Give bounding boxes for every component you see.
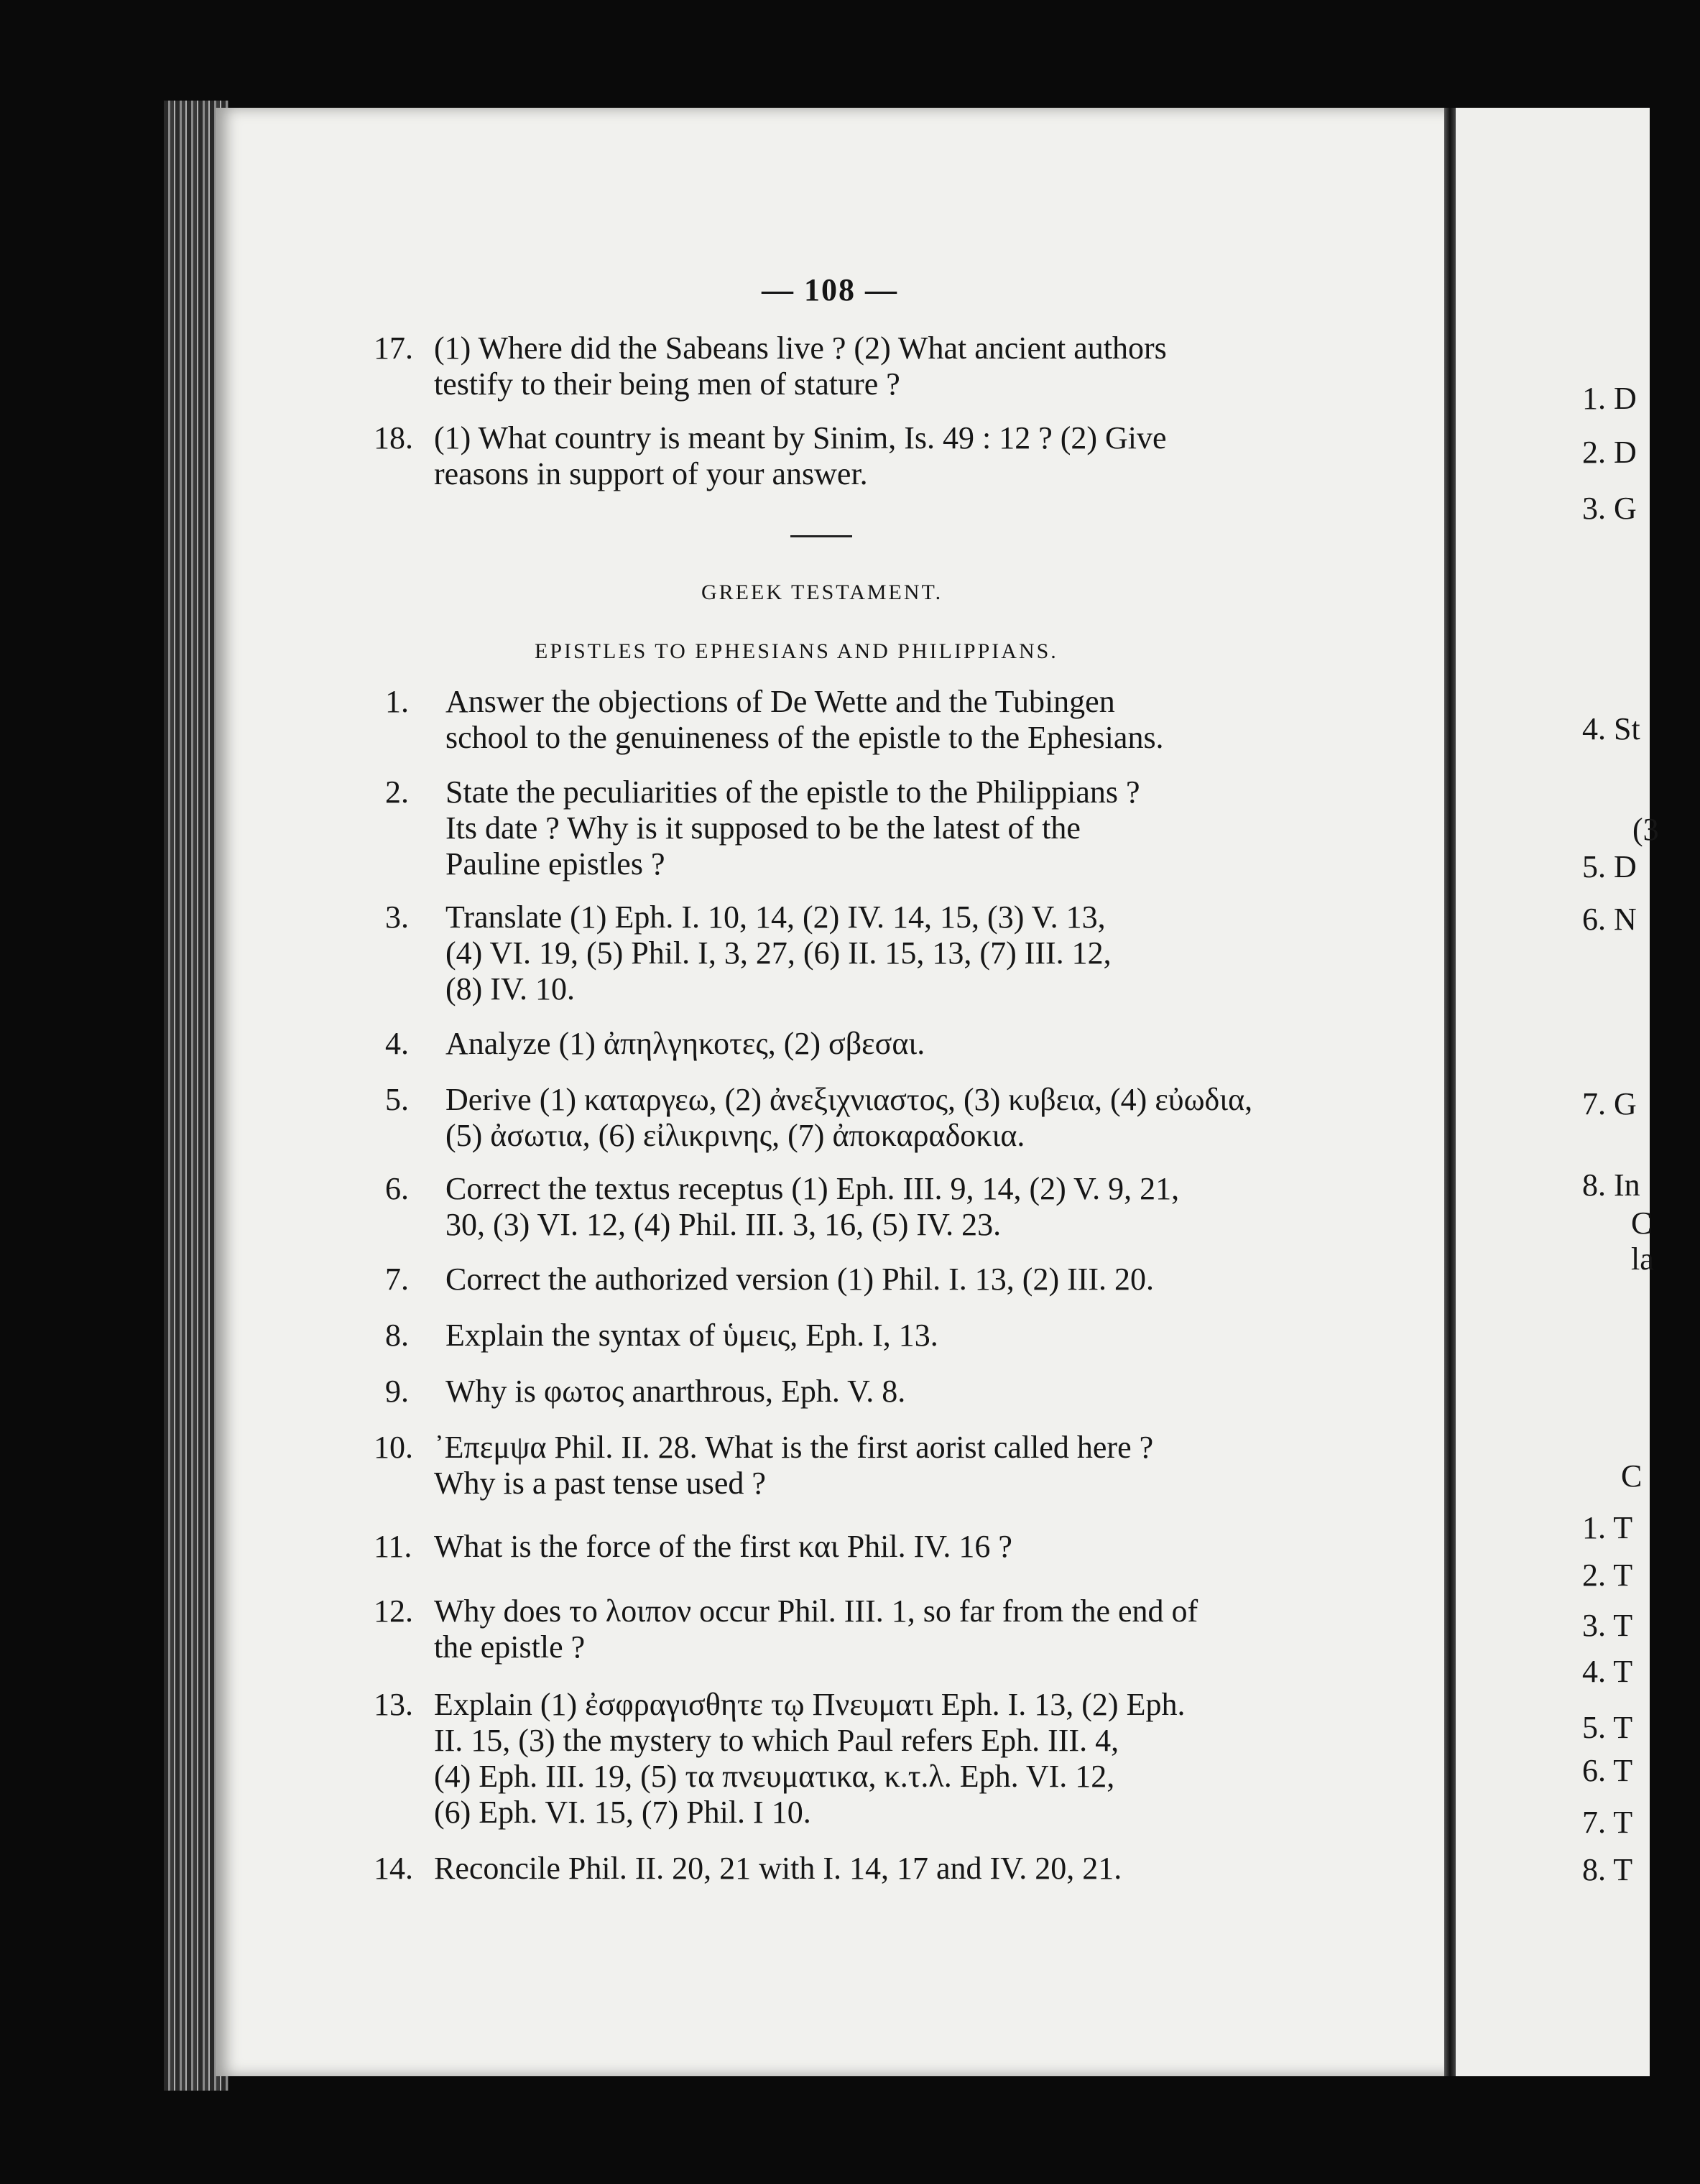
question-number: 4. [385,1026,409,1061]
question-number: 2. [385,774,409,810]
right-page-fragment: 2. D [1582,435,1637,470]
question-text-line: (6) Eph. VI. 15, (7) Phil. I 10. [434,1795,811,1830]
question-text-line: the epistle ? [434,1629,586,1665]
right-page-fragment: 7. G [1582,1086,1637,1121]
question-number: 3. [385,899,409,935]
question-text-line: Translate (1) Eph. I. 10, 14, (2) IV. 14, 15, (3) V. 13, [445,899,1106,935]
question-text-line: Why does το λοιπον occur Phil. III. 1, so far from the end of [434,1593,1198,1629]
question-text-line: (4) VI. 19, (5) Phil. I, 3, 27, (6) II. 15, 13, (7) III. 12, [445,935,1112,971]
question-number: 6. [385,1171,409,1206]
right-page-fragment: 5. T [1582,1710,1633,1745]
question-text-line: Explain the syntax of ὑμεις, Eph. I, 13. [445,1318,938,1353]
question-number: 1. [385,684,409,719]
right-page-fragment: 4. T [1582,1654,1633,1689]
right-page-fragment: 8. T [1582,1852,1633,1887]
question-text-line: Answer the objections of De Wette and the Tubingen [445,684,1115,719]
question-text-line: (1) What country is meant by Sinim, Is. 49 : 12 ? (2) Give [434,420,1167,455]
question-text-line: 30, (3) VI. 12, (4) Phil. III. 3, 16, (5) IV. 23. [445,1207,1002,1242]
right-page-fragment: C [1621,1458,1643,1494]
right-page-fragment: 5. D [1582,849,1637,884]
book-gutter [1444,108,1456,2076]
section-title: GREEK TESTAMENT. [701,580,943,604]
question-text-line: II. 15, (3) the mystery to which Paul refers Eph. III. 4, [434,1723,1119,1758]
right-page-fragment: C [1631,1206,1653,1241]
question-number: 12. [374,1593,413,1629]
question-number: 13. [374,1687,413,1722]
question-text-line: testify to their being men of stature ? [434,366,900,402]
question-text-line: (8) IV. 10. [445,971,576,1007]
right-page-fragment: 7. T [1582,1805,1633,1840]
question-text-line: Its date ? Why is it supposed to be the latest of the [445,810,1081,846]
question-number: 11. [374,1529,412,1564]
right-page-fragment: 4. St [1582,711,1640,746]
question-number: 7. [385,1262,409,1297]
page-number: — 108 — [762,272,898,307]
question-text-line: Why is φωτος anarthrous, Eph. V. 8. [445,1374,906,1409]
question-text-line: Correct the textus receptus (1) Eph. III. 9, 14, (2) V. 9, 21, [445,1171,1180,1206]
question-number: 10. [374,1430,413,1465]
right-page-fragment: 3. T [1582,1608,1633,1643]
right-page-fragment: 6. N [1582,902,1637,937]
right-page-fragment: 2. T [1582,1558,1633,1593]
question-text-line: (4) Eph. III. 19, (5) τα πνευματικα, κ.τ.λ. Eph. VI. 12, [434,1759,1115,1794]
right-page-fragment: 1. D [1582,381,1637,416]
question-text-line: Correct the authorized version (1) Phil. I. 13, (2) III. 20. [445,1262,1155,1297]
question-text-line: What is the force of the first και Phil. IV. 16 ? [434,1529,1012,1564]
right-page-fragment: 1. T [1582,1510,1633,1545]
section-divider [790,535,852,537]
question-number: 9. [385,1374,409,1409]
question-text-line: State the peculiarities of the epistle to the Philippians ? [445,774,1140,810]
question-text-line: (5) ἀσωτια, (6) εἰλικρινης, (7) ἀποκαραδοκια. [445,1118,1025,1153]
question-text-line: school to the genuineness of the epistle to the Ephesians. [445,720,1164,755]
question-text-line: Reconcile Phil. II. 20, 21 with I. 14, 17 and IV. 20, 21. [434,1851,1122,1886]
section-subtitle: EPISTLES TO EPHESIANS AND PHILIPPIANS. [535,639,1058,663]
question-text-line: (1) Where did the Sabeans live ? (2) What ancient authors [434,330,1167,366]
question-text-line: Explain (1) ἐσφραγισθητε τῳ Πνευματι Eph. I. 13, (2) Eph. [434,1687,1186,1722]
question-text-line: Why is a past tense used ? [434,1466,766,1501]
question-text-line: reasons in support of your answer. [434,456,868,491]
right-page-fragment: la [1631,1241,1654,1277]
question-number: 14. [374,1851,413,1886]
question-text-line: ᾿Επεμψα Phil. II. 28. What is the first aorist called here ? [434,1430,1154,1465]
right-page-fragment: 8. In [1582,1167,1640,1203]
question-text-line: Derive (1) καταργεω, (2) ἀνεξιχνιαστος, (3) κυβεια, (4) εὐωδια, [445,1082,1253,1117]
right-page-fragment: 6. T [1582,1753,1633,1788]
question-number: 5. [385,1082,409,1117]
question-number: 18. [374,420,413,455]
question-number: 8. [385,1318,409,1353]
question-text-line: Pauline epistles ? [445,846,665,882]
question-number: 17. [374,330,413,366]
right-page-fragment: (3 [1632,812,1659,847]
question-text-line: Analyze (1) ἀπηλγηκοτες, (2) σβεσαι. [445,1026,925,1061]
right-page-fragment: 3. G [1582,491,1637,526]
